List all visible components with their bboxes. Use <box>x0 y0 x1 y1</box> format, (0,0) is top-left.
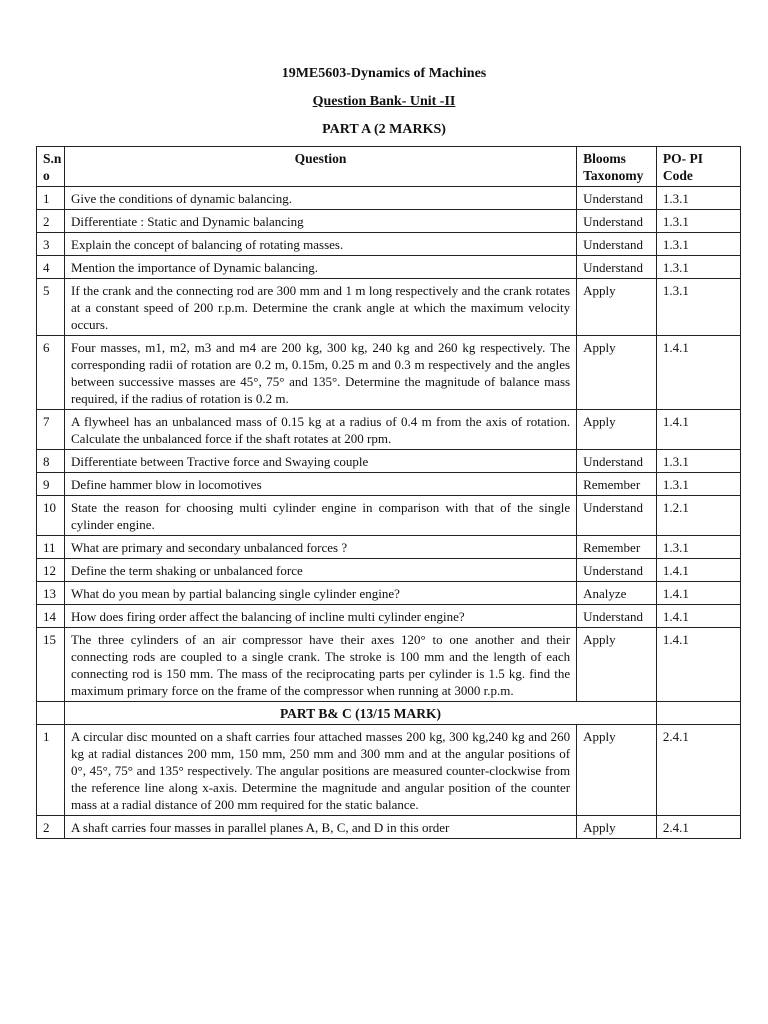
cell-po-pi: 1.3.1 <box>656 473 740 496</box>
cell-question: Give the conditions of dynamic balancing. <box>65 187 577 210</box>
cell-sno: 8 <box>37 450 65 473</box>
question-bank-title: Question Bank- Unit -II <box>312 94 456 109</box>
cell-po-pi: 1.4.1 <box>656 582 740 605</box>
cell-sno: 2 <box>37 816 65 839</box>
cell-po-pi: 1.4.1 <box>656 628 740 702</box>
cell-po-pi: 1.3.1 <box>656 256 740 279</box>
cell-po-pi: 1.3.1 <box>656 187 740 210</box>
cell-sno: 12 <box>37 559 65 582</box>
cell-sno: 15 <box>37 628 65 702</box>
cell-sno: 13 <box>37 582 65 605</box>
cell-question: Differentiate between Tractive force and Swaying couple <box>65 450 577 473</box>
cell-sno: 9 <box>37 473 65 496</box>
cell-question: Mention the importance of Dynamic balancing. <box>65 256 577 279</box>
cell-question: The three cylinders of an air compressor have their axes 120° to one another and their connecting rods are coupled to a single crank. The stroke is 100 mm and the length of each connecting rod is 150 mm. The mass of the reciprocating parts per cylinder is 1.5 kg. find the maximum primary force on the frame of the compressor when running at 3000 r.p.m. <box>65 628 577 702</box>
cell-sno: 14 <box>37 605 65 628</box>
cell-blooms: Understand <box>577 233 657 256</box>
cell-po-pi: 1.3.1 <box>656 233 740 256</box>
cell-po-pi: 1.3.1 <box>656 279 740 336</box>
cell-sno: 5 <box>37 279 65 336</box>
part-b-blank-cell <box>37 702 65 725</box>
cell-question: Define the term shaking or unbalanced force <box>65 559 577 582</box>
part-b-heading-row <box>37 702 741 725</box>
cell-blooms: Apply <box>577 725 657 816</box>
course-title: 19ME5603-Dynamics of Machines <box>281 66 487 81</box>
cell-blooms: Remember <box>577 473 657 496</box>
table-row <box>37 279 741 336</box>
cell-question: A circular disc mounted on a shaft carries four attached masses 200 kg, 300 kg,240 kg and 260 kg at radial distances 200 mm, 150 mm, 250 mm and 300 mm and at the angular positions of 0°, 45°, 75° and 135° respectively. The angular positions are measured counter-clockwise from the reference line along x-axis. Determine the magnitude and angular position of the counter mass at a radial distance of 200 mm required for the static balance. <box>65 725 577 816</box>
cell-po-pi: 2.4.1 <box>656 816 740 839</box>
cell-question: If the crank and the connecting rod are 300 mm and 1 m long respectively and the crank rotates at a constant speed of 200 r.p.m. Determine the crank angle at which the maximum velocity occurs. <box>65 279 577 336</box>
cell-sno: 1 <box>37 725 65 816</box>
table-row <box>37 256 741 279</box>
table-row <box>37 187 741 210</box>
cell-blooms: Apply <box>577 816 657 839</box>
part-b-rows <box>37 725 741 839</box>
cell-blooms: Apply <box>577 279 657 336</box>
table-row <box>37 496 741 536</box>
cell-blooms: Understand <box>577 210 657 233</box>
cell-blooms: Apply <box>577 628 657 702</box>
table-row <box>37 410 741 450</box>
header-question: Question <box>65 147 577 187</box>
cell-question: Define hammer blow in locomotives <box>65 473 577 496</box>
cell-question: State the reason for choosing multi cylinder engine in comparison with that of the single cylinder engine. <box>65 496 577 536</box>
question-table <box>36 146 741 839</box>
cell-blooms: Understand <box>577 450 657 473</box>
part-a-title: PART A (2 MARKS) <box>322 122 446 137</box>
cell-po-pi: 1.3.1 <box>656 210 740 233</box>
table-row <box>37 210 741 233</box>
header-blooms: Blooms Taxonomy <box>577 147 657 187</box>
table-row <box>37 473 741 496</box>
cell-po-pi: 1.3.1 <box>656 450 740 473</box>
cell-question: Differentiate : Static and Dynamic balancing <box>65 210 577 233</box>
cell-sno: 7 <box>37 410 65 450</box>
cell-sno: 3 <box>37 233 65 256</box>
cell-question: Four masses, m1, m2, m3 and m4 are 200 kg, 300 kg, 240 kg and 260 kg respectively. The corresponding radii of rotation are 0.2 m, 0.15m, 0.25 m and 0.3 m respectively and the angles between successive masses are 45°, 75° and 135°. Determine the magnitude of balance mass required, if the radius of rotation is 0.2 m. <box>65 336 577 410</box>
cell-question: What do you mean by partial balancing single cylinder engine? <box>65 582 577 605</box>
table-row <box>37 536 741 559</box>
part-b-blank-cell <box>656 702 740 725</box>
cell-sno: 2 <box>37 210 65 233</box>
cell-question: A flywheel has an unbalanced mass of 0.15 kg at a radius of 0.4 m from the axis of rotation. Calculate the unbalanced force if the shaft rotates at 200 rpm. <box>65 410 577 450</box>
table-row <box>37 233 741 256</box>
cell-blooms: Apply <box>577 336 657 410</box>
table-row <box>37 582 741 605</box>
header-po-pi: PO- PI Code <box>656 147 740 187</box>
cell-blooms: Understand <box>577 559 657 582</box>
cell-sno: 4 <box>37 256 65 279</box>
part-b-title: PART B& C (13/15 MARK) <box>65 702 657 725</box>
cell-po-pi: 1.4.1 <box>656 336 740 410</box>
cell-question: How does firing order affect the balancing of incline multi cylinder engine? <box>65 605 577 628</box>
table-header-row <box>37 147 741 187</box>
table-row <box>37 450 741 473</box>
cell-sno: 1 <box>37 187 65 210</box>
cell-question: What are primary and secondary unbalanced forces ? <box>65 536 577 559</box>
cell-po-pi: 1.4.1 <box>656 559 740 582</box>
cell-blooms: Understand <box>577 256 657 279</box>
cell-sno: 10 <box>37 496 65 536</box>
table-row <box>37 725 741 816</box>
cell-question: A shaft carries four masses in parallel planes A, B, C, and D in this order <box>65 816 577 839</box>
table-row <box>37 605 741 628</box>
cell-blooms: Analyze <box>577 582 657 605</box>
cell-po-pi: 1.4.1 <box>656 605 740 628</box>
part-a-rows <box>37 187 741 702</box>
table-row <box>37 628 741 702</box>
cell-blooms: Understand <box>577 605 657 628</box>
cell-po-pi: 1.2.1 <box>656 496 740 536</box>
cell-po-pi: 2.4.1 <box>656 725 740 816</box>
cell-blooms: Apply <box>577 410 657 450</box>
cell-sno: 11 <box>37 536 65 559</box>
part-b-heading <box>37 702 741 725</box>
table-row <box>37 816 741 839</box>
cell-blooms: Remember <box>577 536 657 559</box>
cell-po-pi: 1.3.1 <box>656 536 740 559</box>
table-row <box>37 559 741 582</box>
cell-po-pi: 1.4.1 <box>656 410 740 450</box>
cell-sno: 6 <box>37 336 65 410</box>
cell-blooms: Understand <box>577 496 657 536</box>
cell-question: Explain the concept of balancing of rotating masses. <box>65 233 577 256</box>
cell-blooms: Understand <box>577 187 657 210</box>
header-sno: S.n o <box>37 147 65 187</box>
table-row <box>37 336 741 410</box>
